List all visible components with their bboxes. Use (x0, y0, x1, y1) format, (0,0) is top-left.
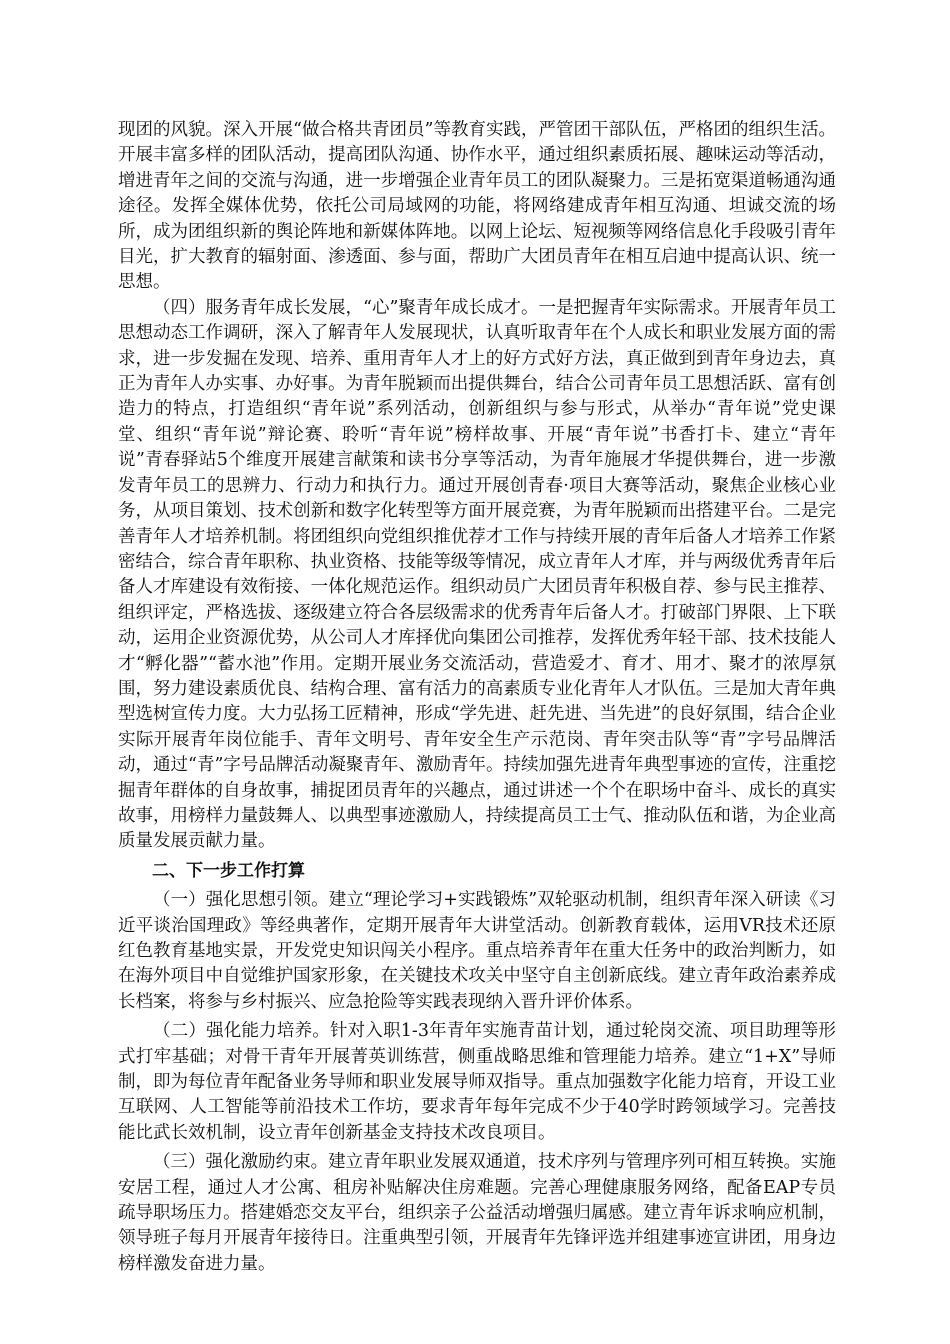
paragraph-section-four: （四）服务青年成长发展，“心”聚青年成长成才。一是把握青年实际需求。开展青年员工思想动态工作调研，深入了解青年人发展现状，认真听取青年在个人成长和职业发展方面的需求，进一步发掘在发现、培养、重用青年人才上的好方式好方法，真正做到到青年身边去，真正为青年人办实事、办好事。为青年脱颖而出提供舞台，结合公司青年员工思想活跃、富有创造力的特点，打造组织“青年说”系列活动，创新组织与参与形式，从举办“青年说”党史课堂、组织“青年说”辩论赛、聆听“青年说”榜样故事、开展“青年说”书香打卡、建立“青年说”青春驿站5个维度开展建言献策和读书分享等活动，为青年施展才华提供舞台，进一步激发青年员工的思辨力、行动力和执行力。通过开展创青春·项目大赛等活动，聚焦企业核心业务，从项目策划、技术创新和数字化转型等方面开展竞赛，为青年脱颖而出搭建平台。二是完善青年人才培养机制。将团组织向党组织推优荐才工作与持续开展的青年后备人才培养工作紧密结合，综合青年职称、执业资格、技能等级等情况，成立青年人才库，并与两级优秀青年后备人才库建设有效衔接、一体化规范运作。组织动员广大团员青年积极自荐、参与民主推荐、组织评定，严格选拔、逐级建立符合各层级需求的优秀青年后备人才。打破部门界限、上下联动，运用企业资源优势，从公司人才库择优向集团公司推荐，发挥优秀年轻干部、技术技能人才“孵化器”“蓄水池”作用。定期开展业务交流活动，营造爱才、育才、用才、聚才的浓厚氛围，努力建设素质优良、结构合理、富有活力的高素质专业化青年人才队伍。三是加大青年典型选树宣传力度。大力弘扬工匠精神，形成“学先进、赶先进、当先进”的良好氛围，结合企业实际开展青年岗位能手、青年文明号、青年安全生产示范岗、青年突击队等“青”字号品牌活动，通过“青”字号品牌活动凝聚青年、激励青年。持续加强先进青年典型事迹的宣传，注重挖掘青年群体的自身故事，捕捉团员青年的兴趣点，通过讲述一个个在职场中奋斗、成长的真实故事，用榜样力量鼓舞人、以典型事迹激励人，持续提高员工士气、推动队伍和谐，为企业高质量发展贡献力量。 (118, 297, 836, 852)
section-heading-next-steps: 二、下一步工作打算 (152, 860, 305, 881)
document-body (118, 118, 836, 1277)
paragraph-ability-training: （二）强化能力培养。针对入职1-3年青年实施青苗计划，通过轮岗交流、项目助理等形式打牢基础；对骨干青年开展菁英训练营，侧重战略思维和管理能力培养。建立“1+X”导师制，即为每位青年配备业务导师和职业发展导师双指导。重点加强数字化能力培育，开设工业互联网、人工智能等前沿技术工作坊，要求青年每年完成不少于40学时跨领域学习。完善技能比武长效机制，设立青年创新基金支持技术改良项目。 (118, 1021, 836, 1143)
paragraph-ideological-guidance: （一）强化思想引领。建立“理论学习+实践锻炼”双轮驱动机制，组织青年深入研读《习近平谈治国理政》等经典著作，定期开展青年大讲堂活动。创新教育载体，运用VR技术还原红色教育基地实景，开发党史知识闯关小程序。重点培养青年在重大任务中的政治判断力，如在海外项目中自觉维护国家形象，在关键技术攻关中坚守自主创新底线。建立青年政治素养成长档案，将参与乡村振兴、应急抢险等实践表现纳入晋升评价体系。 (118, 890, 836, 1012)
paragraph-continuation: 现团的风貌。深入开展“做合格共青团员”等教育实践，严管团干部队伍，严格团的组织生活。开展丰富多样的团队活动，提高团队沟通、协作水平，通过组织素质拓展、趣味运动等活动，增进青年之间的交流与沟通，进一步增强企业青年员工的团队凝聚力。三是拓宽渠道畅通沟通途径。发挥全媒体优势，依托公司局域网的功能，将网络建成青年相互沟通、坦诚交流的场所，成为团组织新的舆论阵地和新媒体阵地。以网上论坛、短视频等网络信息化手段吸引青年目光，扩大教育的辐射面、渗透面、参与面，帮助广大团员青年在相互启迪中提高认识、统一思想。 (118, 120, 836, 293)
paragraph-incentive-constraint: （三）强化激励约束。建立青年职业发展双通道，技术序列与管理序列可相互转换。实施安居工程，通过人才公寓、租房补贴解决住房难题。完善心理健康服务网络，配备EAP专员疏导职场压力。搭建婚恋交友平台，组织亲子公益活动增强归属感。建立青年诉求响应机制，领导班子每月开展青年接待日。注重典型引领，开展青年先锋评选并组建事迹宣讲团，用身边榜样激发奋进力量。 (118, 1152, 836, 1274)
